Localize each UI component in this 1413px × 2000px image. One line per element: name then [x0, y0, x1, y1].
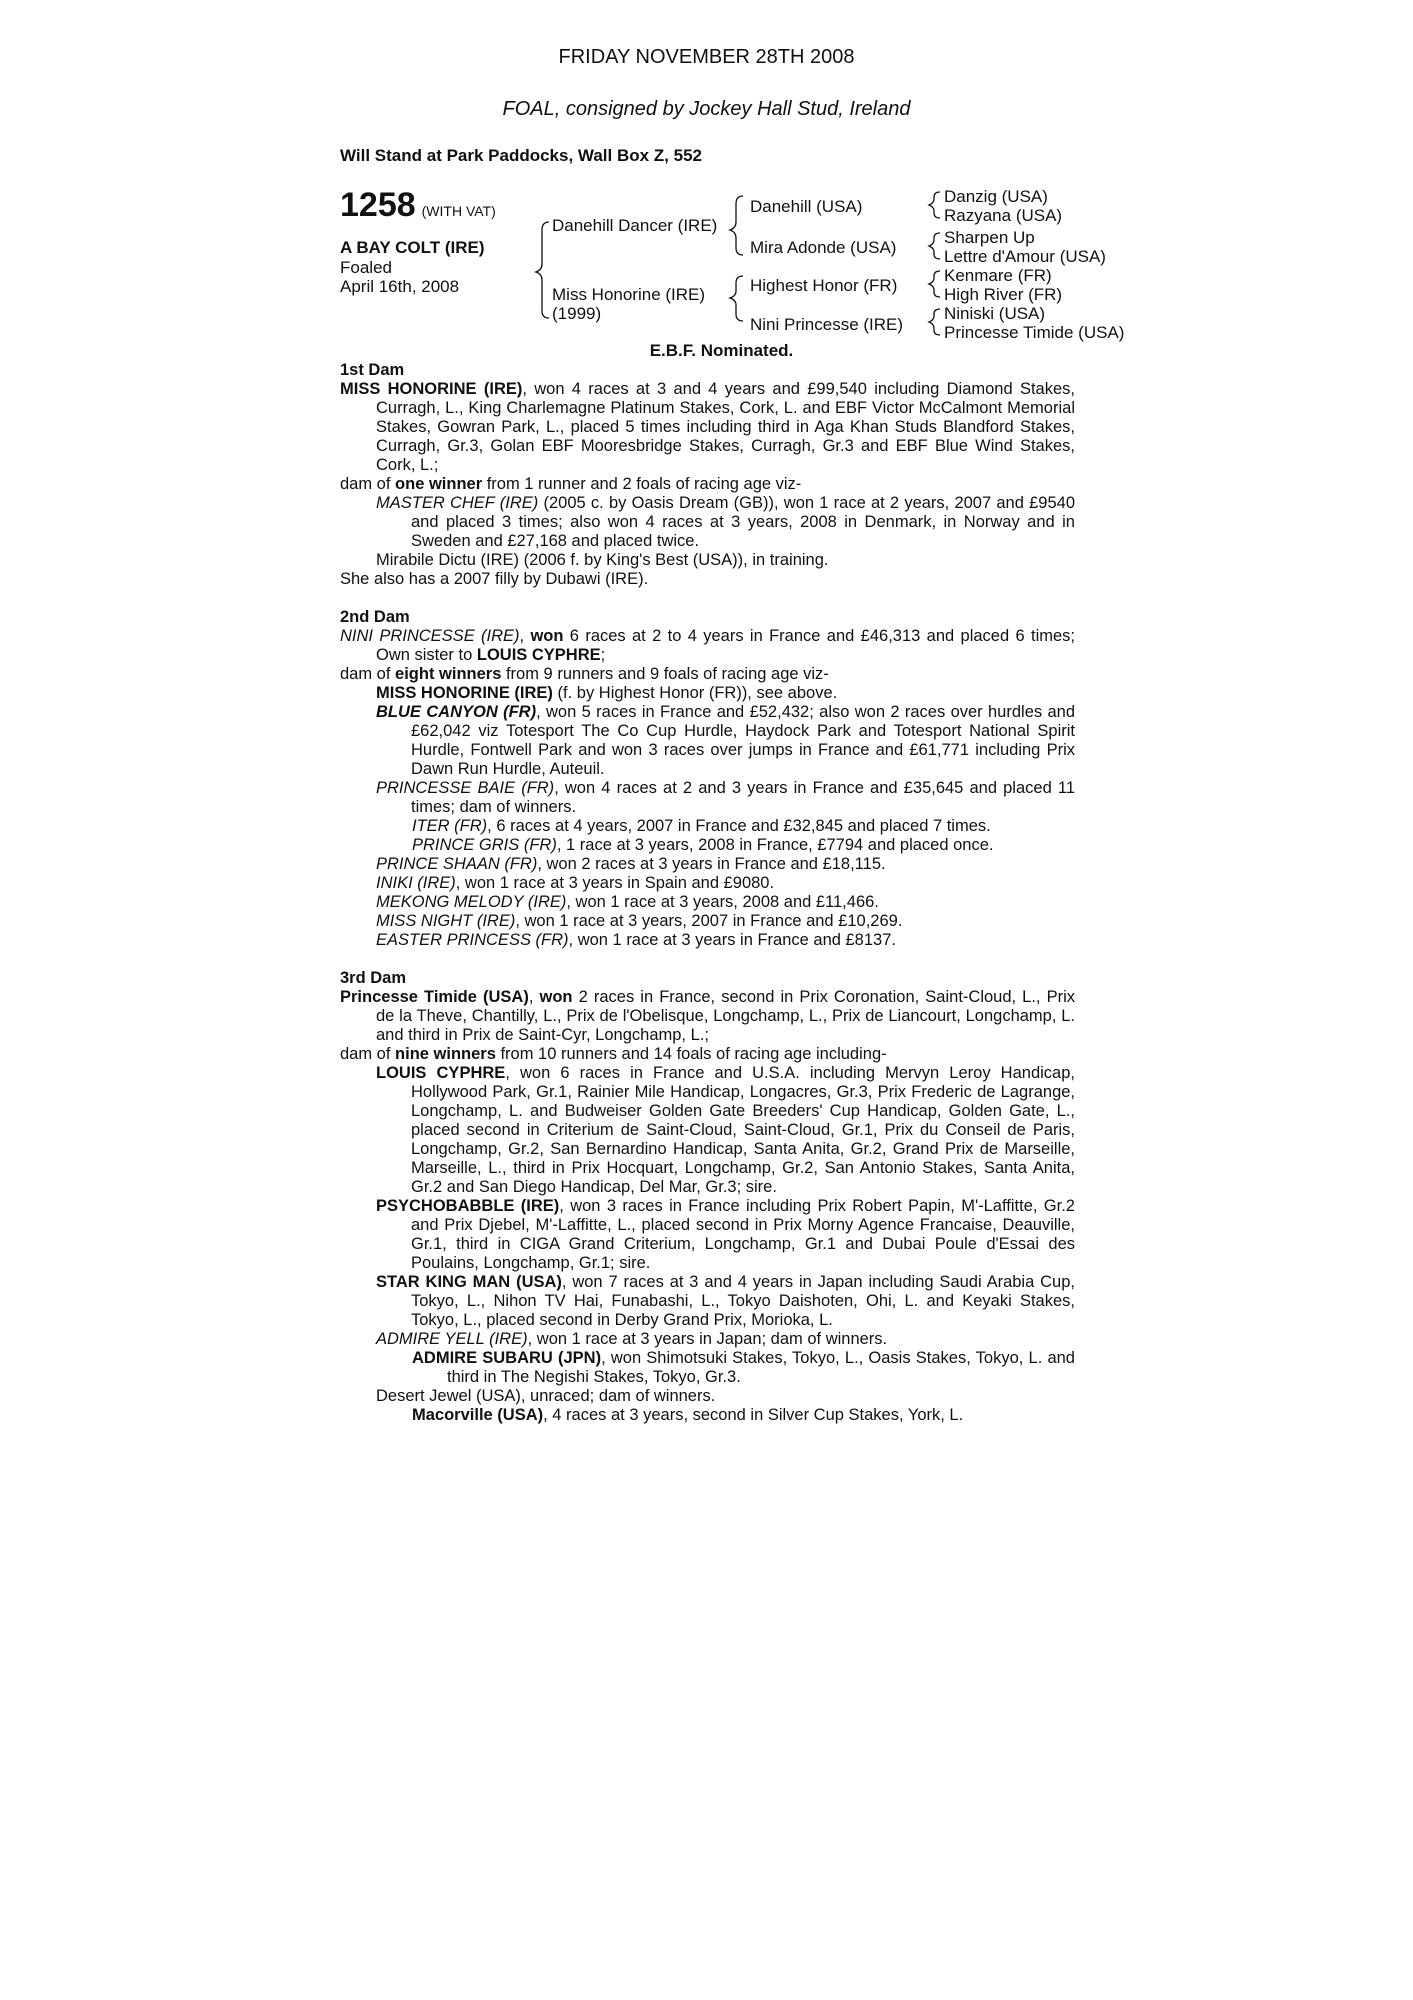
- third-dam-produce-summary: [340, 1045, 1075, 1064]
- ancestor-7: Niniski (USA): [944, 304, 1046, 323]
- dam-of-label: dam of: [340, 1045, 396, 1063]
- third-dam-entry: Princesse Timide (USA), won 2 races in France, second in Prix Coronation, Saint-Cloud, L., Prix de la Theve, Chantilly, L., Prix de l'Obelisque, Longchamp, L., Prix de Liancourt, Longchamp, L. and third in Prix de Saint-Cyr, Longchamp, L.;: [340, 988, 1076, 1044]
- produce-name: PSYCHOBABBLE (IRE): [376, 1197, 560, 1215]
- vat-note: (WITH VAT): [421, 203, 496, 219]
- won-label: won: [539, 988, 573, 1006]
- produce-name: MEKONG MELODY (IRE): [376, 893, 567, 911]
- produce-entry: [340, 1273, 1075, 1330]
- ancestor-8: Princesse Timide (USA): [944, 323, 1125, 342]
- dam-of-label: dam of: [340, 475, 396, 493]
- produce-record: , won 1 race at 3 years in France and £8137.: [568, 931, 896, 949]
- runners-summary: from 1 runner and 2 foals of racing age viz-: [482, 475, 802, 493]
- produce-record: , won 5 races in France and £52,432; also won 2 races over hurdles and £62,042 viz Totesport The Co Cup Hurdle, Haydock Park and Totesport National Spirit Hurdle, Fontwell Park and won 3 races over jumps in France and £61,771 including Prix Dawn Run Hurdle, Auteuil.: [411, 703, 1075, 778]
- produce-name: Macorville (USA): [412, 1406, 544, 1424]
- produce-name: ADMIRE SUBARU (JPN): [412, 1349, 602, 1367]
- produce-record: , 6 races at 4 years, 2007 in France and £32,845 and placed 7 times.: [487, 817, 991, 835]
- pedigree-brackets: [0, 0, 1413, 360]
- produce-entry: [340, 779, 1075, 817]
- stand-location: Will Stand at Park Paddocks, Wall Box Z, 552: [340, 146, 702, 165]
- sire: Danehill Dancer (IRE): [552, 216, 718, 235]
- third-dam-name: Princesse Timide (USA): [340, 988, 529, 1006]
- produce-entry: Desert Jewel (USA), unraced; dam of winners.: [376, 1387, 716, 1405]
- winners-count: nine winners: [395, 1045, 496, 1063]
- produce-entry: [340, 912, 1075, 931]
- produce-record: (f. by Highest Honor (FR)), see above.: [552, 684, 838, 702]
- ancestor-2: Razyana (USA): [944, 206, 1063, 225]
- produce-name: STAR KING MAN (USA): [376, 1273, 562, 1291]
- ancestor-3: Sharpen Up: [944, 228, 1035, 247]
- produce-name: ADMIRE YELL (IRE): [376, 1330, 528, 1348]
- produce-record: , won 1 race at 3 years in Japan; dam of winners.: [527, 1330, 888, 1348]
- produce-name: LOUIS CYPHRE: [376, 1064, 506, 1082]
- produce-entry: [340, 1197, 1075, 1273]
- second-dam-produce-summary: [340, 665, 1075, 684]
- sale-date: FRIDAY NOVEMBER 28TH 2008: [558, 46, 855, 68]
- first-dam-produce-summary: [340, 475, 1075, 494]
- sire-sire: Danehill (USA): [750, 197, 863, 216]
- also-has-note: She also has a 2007 filly by Dubawi (IRE).: [340, 570, 649, 588]
- ancestor-6: High River (FR): [944, 285, 1063, 304]
- winners-count: eight winners: [395, 665, 502, 683]
- produce-name: EASTER PRINCESS (FR): [376, 931, 569, 949]
- lot-number: 1258: [340, 186, 416, 224]
- produce-name: MISS NIGHT (IRE): [376, 912, 516, 930]
- first-dam-heading: 1st Dam: [340, 361, 405, 379]
- produce-entry: [340, 931, 1075, 950]
- produce-entry: Mirabile Dictu (IRE) (2006 f. by King's Best (USA)), in training.: [376, 551, 829, 569]
- produce-name: INIKI (IRE): [376, 874, 456, 892]
- second-dam-name: NINI PRINCESSE (IRE): [340, 627, 520, 645]
- runners-summary: from 10 runners and 14 foals of racing age including-: [495, 1045, 887, 1063]
- dam-dam: Nini Princesse (IRE): [750, 315, 904, 334]
- produce-record: , 4 races at 3 years, second in Silver Cup Stakes, York, L.: [543, 1406, 964, 1424]
- sire-dam: Mira Adonde (USA): [750, 238, 897, 257]
- produce-name: PRINCE GRIS (FR): [412, 836, 557, 854]
- produce-record: , won 6 races in France and U.S.A. including Mervyn Leroy Handicap, Hollywood Park, Gr.1, Rainier Mile Handicap, Longacres, Gr.3, Prix Frederic de Lagrange, Longchamp, L. and Budweiser Golden Gate Breeders' Cup Handicap, Golden Gate, L., placed second in Criterium de Saint-Cloud, Saint-Cloud, Gr.1, Prix du Conseil de Paris, Longchamp, Gr.2, San Bernardino Handicap, Santa Anita, Gr.2, Grand Prix de Marseille, Marseille, L., third in Prix Hocquart, Longchamp, Gr.2, San Antonio Stakes, Santa Anita, Gr.2 and San Diego Handicap, Del Mar, Gr.3; sire.: [411, 1064, 1075, 1196]
- produce-name: MASTER CHEF (IRE): [376, 494, 539, 512]
- grand-produce-entry: [340, 817, 1075, 836]
- second-dam-heading: 2nd Dam: [340, 608, 410, 626]
- dam: Miss Honorine (IRE): [552, 285, 706, 304]
- produce-entry: [340, 1330, 1075, 1349]
- first-dam-entry: [340, 380, 1075, 475]
- third-dam-record: 2 races in France, second in Prix Coronation, Saint-Cloud, L., Prix de la Theve, Chantilly, L., Prix de l'Obelisque, Longchamp, L., Prix de Liancourt, Longchamp, L. and third in Prix de Saint-Cyr, Longchamp, L.;: [376, 988, 1076, 1044]
- ancestor-1: Danzig (USA): [944, 187, 1048, 206]
- grand-produce-entry: [340, 1349, 1075, 1387]
- ancestor-5: Kenmare (FR): [944, 266, 1052, 285]
- produce-record: , won 3 races in France including Prix Robert Papin, M'-Laffitte, Gr.2 and Prix Djebel, M'-Laffitte, L., placed second in Prix Morny Agence Francaise, Deauville, Gr.1, third in CIGA Grand Criterium, Longchamp, Gr.1 and Dubai Poule d'Essai des Poulains, Longchamp, Gr.1; sire.: [411, 1197, 1075, 1272]
- ebf-nomination: E.B.F. Nominated.: [649, 341, 794, 360]
- produce-name: BLUE CANYON (FR): [376, 703, 537, 721]
- produce-record: , won 1 race at 3 years, 2007 in France and £10,269.: [515, 912, 903, 930]
- sister-name: LOUIS CYPHRE: [476, 646, 601, 664]
- produce-record: , won 4 races at 2 and 3 years in France and £35,645 and placed 11 times; dam of winners.: [411, 779, 1075, 816]
- won-label: won: [530, 627, 564, 645]
- produce-entry: [340, 1064, 1075, 1197]
- produce-name: PRINCE SHAAN (FR): [376, 855, 538, 873]
- produce-record: , won 1 race at 3 years, 2008 and £11,466.: [566, 893, 879, 911]
- third-dam-heading: 3rd Dam: [340, 969, 407, 987]
- dam-year: (1999): [552, 304, 602, 323]
- produce-record: , won 7 races at 3 and 4 years in Japan including Saudi Arabia Cup, Tokyo, L., Nihon TV Hai, Funabashi, L., Tokyo Daishoten, Ohi, L. and Keyaki Stakes, Tokyo, L., placed second in Derby Grand Prix, Morioka, L.: [411, 1273, 1075, 1329]
- catalogue-body: [340, 361, 1075, 1425]
- produce-name: ITER (FR): [412, 817, 488, 835]
- winners-count: one winner: [395, 475, 483, 493]
- second-dam-record: 6 races at 2 to 4 years in France and £46,313 and placed 6 times; Own sister to: [376, 627, 1075, 664]
- ancestor-4: Lettre d'Amour (USA): [944, 247, 1106, 266]
- foaled-label: Foaled: [340, 258, 392, 277]
- produce-record: , won 1 race at 3 years in Spain and £9080.: [455, 874, 775, 892]
- runners-summary: from 9 runners and 9 foals of racing age viz-: [501, 665, 829, 683]
- produce-record: , 1 race at 3 years, 2008 in France, £7794 and placed once.: [556, 836, 994, 854]
- grand-produce-entry: [340, 836, 1075, 855]
- consignment-line: FOAL, consigned by Jockey Hall Stud, Ireland: [502, 98, 911, 120]
- foaled-date: April 16th, 2008: [340, 277, 460, 296]
- produce-entry: [340, 494, 1075, 551]
- produce-entry: [340, 893, 1075, 912]
- produce-record: , won Shimotsuki Stakes, Tokyo, L., Oasis Stakes, Tokyo, L. and third in The Negishi Stakes, Tokyo, Gr.3.: [447, 1349, 1075, 1386]
- produce-entry: [340, 684, 1075, 703]
- produce-entry: [340, 874, 1075, 893]
- dam-of-label: dam of: [340, 665, 396, 683]
- dam-sire: Highest Honor (FR): [750, 276, 898, 295]
- produce-record: (2005 c. by Oasis Dream (GB)), won 1 race at 2 years, 2007 and £9540 and placed 3 times; also won 4 races at 3 years, 2008 in Denmark, in Norway and in Sweden and £27,168 and placed twice.: [411, 494, 1075, 550]
- grand-produce-entry: [340, 1406, 1075, 1425]
- second-dam-entry: NINI PRINCESSE (IRE), won 6 races at 2 to 4 years in France and £46,313 and placed 6 times; Own sister to LOUIS CYPHRE;: [340, 627, 1075, 664]
- produce-entry: [340, 855, 1075, 874]
- produce-entry: [340, 703, 1075, 779]
- produce-name: PRINCESSE BAIE (FR): [376, 779, 555, 797]
- produce-name: MISS HONORINE (IRE): [376, 684, 553, 702]
- first-dam-record: , won 4 races at 3 and 4 years and £99,540 including Diamond Stakes, Curragh, L., King Charlemagne Platinum Stakes, Cork, L. and EBF Victor McCalmont Memorial Stakes, Gowran Park, L., placed 5 times including third in Aga Khan Studs Blandford Stakes, Curragh, Gr.3, Golan EBF Mooresbridge Stakes, Curragh, Gr.3 and EBF Blue Wind Stakes, Cork, L.;: [376, 380, 1075, 474]
- horse-description: A BAY COLT (IRE): [340, 238, 485, 257]
- produce-record: , won 2 races at 3 years in France and £18,115.: [537, 855, 886, 873]
- first-dam-name: MISS HONORINE (IRE): [340, 380, 523, 398]
